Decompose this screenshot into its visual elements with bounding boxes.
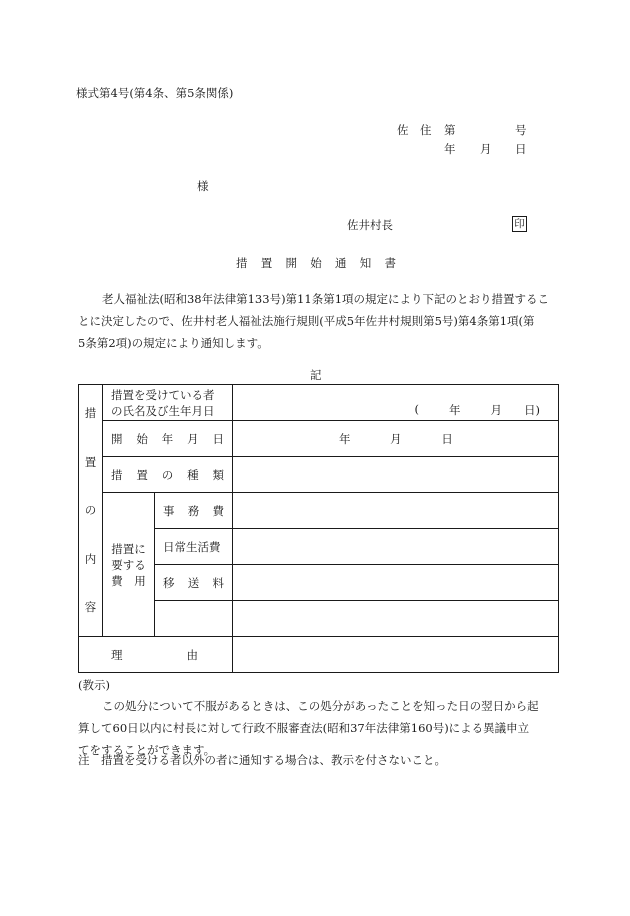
label-char: 送 (187, 575, 200, 590)
date-part: 日 (515, 142, 527, 156)
office-expense-text (155, 503, 232, 519)
body-line: とに決定したので、佐井村老人福祉法施行規則(平成5年佐井村規則第5号)第4条第1項(第 (78, 314, 535, 328)
side-char: の (84, 503, 97, 518)
label-char: 由 (186, 647, 198, 662)
birth-part: 年 (449, 402, 461, 417)
details-table (78, 384, 559, 673)
transport-fee-label (155, 565, 233, 601)
cost-extra-value (233, 601, 559, 637)
office-expense-value (233, 493, 559, 529)
date-part: 年 (444, 142, 456, 156)
transport-fee-text (155, 575, 232, 591)
title-char: 知 (359, 256, 372, 270)
label-char: 置 (136, 467, 148, 482)
birth-part: 日) (524, 402, 540, 417)
recipient-suffix: 様 (197, 179, 209, 193)
body-line: 老人福祉法(昭和38年法律第133号)第11条第1項の規定により下記のとおり措置するこ (102, 292, 550, 306)
title-char: 置 (260, 256, 273, 270)
person-label-line: 措置を受けている者 (111, 387, 215, 402)
start-part: 月 (390, 431, 402, 446)
person-value (233, 385, 559, 421)
label-char: 類 (212, 467, 224, 482)
label-char: 事 (163, 503, 175, 518)
side-label (79, 385, 103, 637)
doc-no-part: 佐 (397, 123, 409, 137)
birth-part: 月 (490, 402, 502, 417)
label-char: 務 (187, 503, 200, 518)
reason-label (79, 637, 233, 673)
label-text: 日常生活費 (163, 539, 221, 554)
body-paragraph (78, 288, 556, 354)
label-char: 理 (111, 647, 123, 662)
note-text: 注 措置を受ける者以外の者に通知する場合は、教示を付さないこと。 (78, 753, 446, 767)
cost-group-line: 費 用 (111, 573, 146, 588)
side-char: 内 (84, 551, 97, 566)
seal-label: 印 (512, 216, 527, 232)
cost-group-line: 要する (111, 557, 146, 572)
body-line: 5条第2項)の規定により通知します。 (78, 336, 269, 350)
title-char: 開 (285, 256, 297, 270)
notice-heading: (教示) (78, 678, 110, 692)
reason-label-text (79, 647, 232, 663)
doc-no-part: 住 (420, 123, 432, 137)
cost-group-line: 措置に (111, 541, 146, 556)
title-char: 通 (335, 256, 347, 270)
document-title (236, 255, 396, 271)
label-char: 種 (187, 467, 199, 482)
title-char: 始 (310, 256, 322, 270)
measure-type-value (233, 457, 559, 493)
label-char: 月 (187, 431, 199, 446)
issue-date (0, 141, 630, 157)
start-date-label (103, 421, 233, 457)
transport-fee-value (233, 565, 559, 601)
cost-extra-label (155, 601, 233, 637)
ki-mark: 記 (310, 368, 322, 382)
birth-part: ( (414, 401, 419, 416)
living-expense-value (233, 529, 559, 565)
form-number: 様式第4号(第4条、第5条関係) (76, 86, 234, 100)
notice-line: この処分について不服があるときは、この処分があったことを知った日の翌日から起 (102, 699, 539, 713)
living-expense-label (155, 529, 233, 565)
issuer-name: 佐井村長 (347, 218, 393, 232)
measure-type-label-text (103, 467, 232, 483)
label-char: の (161, 467, 174, 482)
label-char: 料 (212, 575, 224, 590)
document-number (0, 122, 630, 138)
person-label-line: の氏名及び生年月日 (111, 403, 215, 418)
notice-line: 算して60日以内に村長に対して行政不服審査法(昭和37年法律第160号)による異議申立 (78, 721, 530, 735)
cost-group-label (103, 493, 155, 637)
start-date-parts (233, 431, 558, 447)
reason-value (233, 637, 559, 673)
label-char: 日 (212, 431, 224, 446)
office-expense-label (155, 493, 233, 529)
doc-no-part: 第 (444, 123, 456, 137)
title-char: 書 (384, 256, 396, 270)
title-char: 措 (236, 256, 248, 270)
notice-line: てをすることができます。 (78, 743, 216, 757)
label-char: 開 (111, 431, 123, 446)
seal-mark (512, 216, 527, 232)
side-char: 容 (84, 600, 97, 615)
birth-date (233, 388, 558, 418)
start-part: 年 (339, 431, 351, 446)
measure-type-label (103, 457, 233, 493)
side-char: 措 (84, 406, 97, 421)
label-char: 措 (111, 467, 123, 482)
label-char: 移 (163, 575, 175, 590)
start-date-value (233, 421, 559, 457)
side-char: 置 (84, 454, 97, 469)
label-char: 費 (212, 503, 224, 518)
start-date-label-text (103, 431, 232, 447)
date-part: 月 (480, 142, 492, 156)
label-char: 年 (161, 431, 174, 446)
doc-no-part: 号 (515, 123, 527, 137)
person-label (103, 385, 233, 421)
label-char: 始 (136, 431, 148, 446)
start-part: 日 (441, 431, 453, 446)
